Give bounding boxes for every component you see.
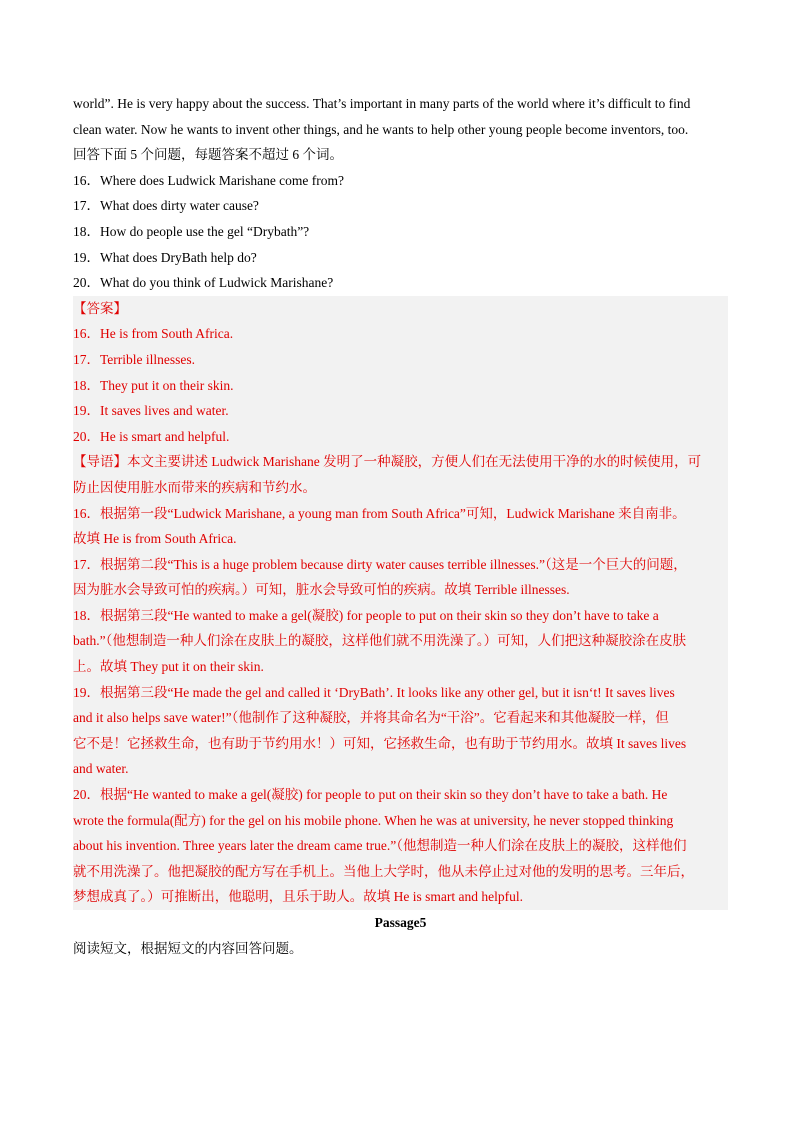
question-16: 16．Where does Ludwick Marishane come from? [73, 172, 345, 188]
question-18: 18．How do people use the gel “Drybath”? [73, 223, 310, 239]
explanation-line: 16．根据第一段“Ludwick Marishane, a young man from South Africa”可知，Ludwick Marishane 来自南非。 [73, 505, 686, 521]
explanation-line: 20．根据“He wanted to make a gel(凝胶) for people to put on their skin so they don’t have to take a bath. He [73, 787, 668, 803]
passage-line: clean water. Now he wants to invent other things, and he wants to help other young people become inventors, too. [73, 121, 689, 137]
question-19: 19．What does DryBath help do? [73, 249, 257, 265]
answer-section [73, 296, 728, 910]
explanation-line: 梦想成真了。）可推断出，他聪明，且乐于助人。故填 He is smart and helpful. [73, 889, 523, 905]
explanation-line: 因为脏水会导致可怕的疾病。）可知，脏水会导致可怕的疾病。故填 Terrible illnesses. [73, 582, 570, 598]
explanation-line: 它不是！它拯救生命，也有助于节约用水！）可知，它拯救生命，也有助于节约用水。故填 It saves lives [73, 735, 687, 751]
passage-title: Passage5 [374, 915, 427, 930]
explanation-line: about his invention. Three years later the dream came true.”（他想制造一种人们涂在皮肤上的凝胶，这样他们 [73, 838, 687, 854]
explanation-line: 19．根据第三段“He made the gel and called it ‘DryBath’. It looks like any other gel, but it isn‘t! It saves lives [73, 684, 675, 700]
question-instruction: 回答下面 5 个问题，每题答案不超过 6 个词。 [73, 147, 343, 163]
answer-16: 16．He is from South Africa. [73, 326, 234, 342]
passage-instruction: 阅读短文，根据短文的内容回答问题。 [73, 940, 303, 956]
answer-heading: 【答案】 [73, 300, 127, 316]
explanation-line: 18．根据第三段“He wanted to make a gel(凝胶) for people to put on their skin so they don’t have to take a [73, 607, 659, 623]
explanation-line: 17．根据第二段“This is a huge problem because dirty water causes terrible illnesses.”（这是一个巨大的问题， [73, 556, 687, 572]
explanation-line: 上。故填 They put it on their skin. [73, 659, 264, 675]
passage-line: world”. He is very happy about the success. That’s important in many parts of the world where it’s difficult to find [73, 96, 691, 111]
explanation-line: 故填 He is from South Africa. [73, 531, 237, 547]
explanation-line: 就不用洗澡了。他把凝胶的配方写在手机上。当他上大学时，他从未停止过对他的发明的思考。三年后， [73, 863, 694, 879]
question-17: 17．What does dirty water cause? [73, 198, 259, 214]
page-content [73, 91, 728, 961]
answer-17: 17．Terrible illnesses. [73, 351, 196, 367]
explanation-line: 防止因使用脏水而带来的疾病和节约水。 [73, 479, 316, 495]
explanation-line: 【导语】本文主要讲述 Ludwick Marishane 发明了一种凝胶，方便人们在无法使用干净的水的时候使用，可 [73, 454, 702, 470]
question-20: 20．What do you think of Ludwick Marishane? [73, 275, 334, 291]
explanation-line: wrote the formula(配方) for the gel on his mobile phone. When he was at university, he never stopped thinking [73, 812, 674, 828]
explanation-line: and it also helps save water!”（他制作了这种凝胶，并将其命名为“干浴”。它看起来和其他凝胶一样，但 [73, 710, 669, 726]
explanation-line: and water. [73, 761, 129, 777]
answer-18: 18．They put it on their skin. [73, 377, 234, 393]
explanation-line: bath.”（他想制造一种人们涂在皮肤上的凝胶，这样他们就不用洗澡了。）可知，人们把这种凝胶涂在皮肤 [73, 633, 687, 649]
answer-19: 19．It saves lives and water. [73, 403, 229, 419]
answer-20: 20．He is smart and helpful. [73, 428, 230, 444]
